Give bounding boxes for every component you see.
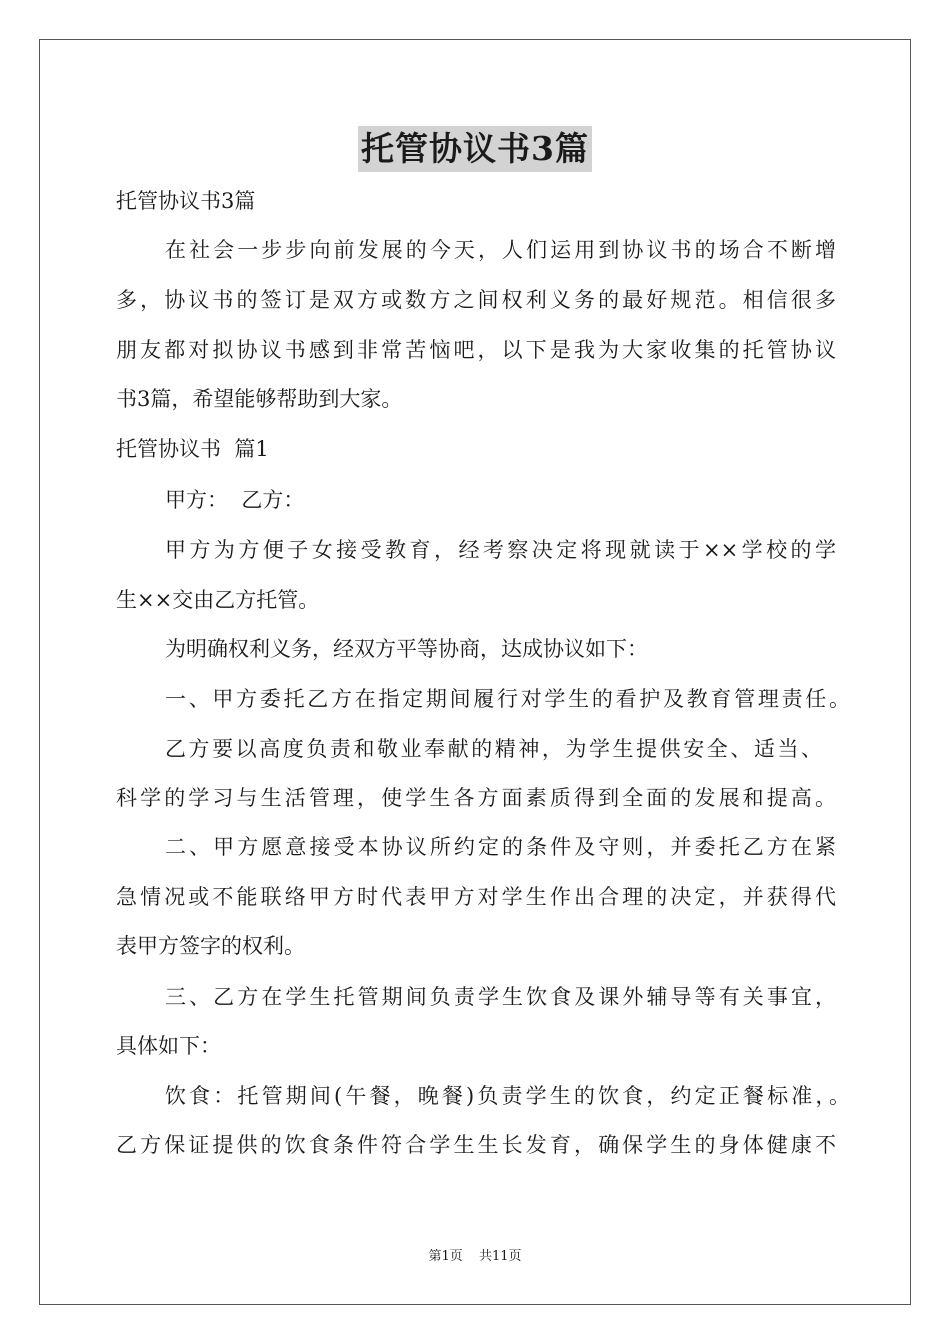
intro-line-3: 朋友都对拟协议书感到非常苦恼吧，以下是我为大家收集的托管协议 [116,338,836,362]
body-line-3: 为明确权利义务，经双方平等协商，达成协议如下： [165,637,648,661]
body-line-2: 生××交由乙方托管。 [116,588,320,612]
diet-line-1: 饮食：托管期间(午餐，晚餐)负责学生的饮食，约定正餐标准，。 [165,1084,850,1108]
clause-1-detail-line-2: 科学的学习与生活管理，使学生各方面素质得到全面的发展和提高。 [116,786,836,810]
subtitle-line: 托管协议书3篇 [116,189,256,213]
page-border [39,39,911,1305]
intro-line-4: 书3篇，希望能够帮助到大家。 [116,387,403,411]
clause-1-line: 一、甲方委托乙方在指定期间履行对学生的看护及教育管理责任。 [165,687,850,711]
document-title: 托管协议书3篇 [358,126,592,172]
clause-3-line-1: 三、乙方在学生托管期间负责学生饮食及课外辅导等有关事宜， [165,985,836,1009]
clause-2-line-2: 急情况或不能联络甲方时代表甲方对学生作出合理的决定，并获得代 [116,885,836,909]
parties-line: 甲方： 乙方： [165,488,305,512]
page-total: 共11页 [478,1249,522,1264]
clause-2-line-1: 二、甲方愿意接受本协议所约定的条件及守则，并委托乙方在紧 [165,835,836,859]
intro-line-1: 在社会一步步向前发展的今天，人们运用到协议书的场合不断增 [165,238,836,262]
clause-2-line-3: 表甲方签字的权利。 [116,934,305,958]
title-container [0,126,950,172]
clause-1-detail-line-1: 乙方要以高度负责和敬业奉献的精神，为学生提供安全、适当、 [165,737,822,761]
page-footer [0,1248,950,1266]
body-line-1: 甲方为方便子女接受教育，经考察决定将现就读于××学校的学 [165,538,836,562]
clause-3-line-2: 具体如下： [116,1034,221,1058]
section-heading: 托管协议书 篇1 [116,437,269,461]
page-number: 第1页 [428,1249,463,1264]
intro-line-2: 多，协议书的签订是双方或数方之间权利义务的最好规范。相信很多 [116,288,836,312]
diet-line-2: 乙方保证提供的饮食条件符合学生生长发育，确保学生的身体健康不 [116,1133,836,1157]
